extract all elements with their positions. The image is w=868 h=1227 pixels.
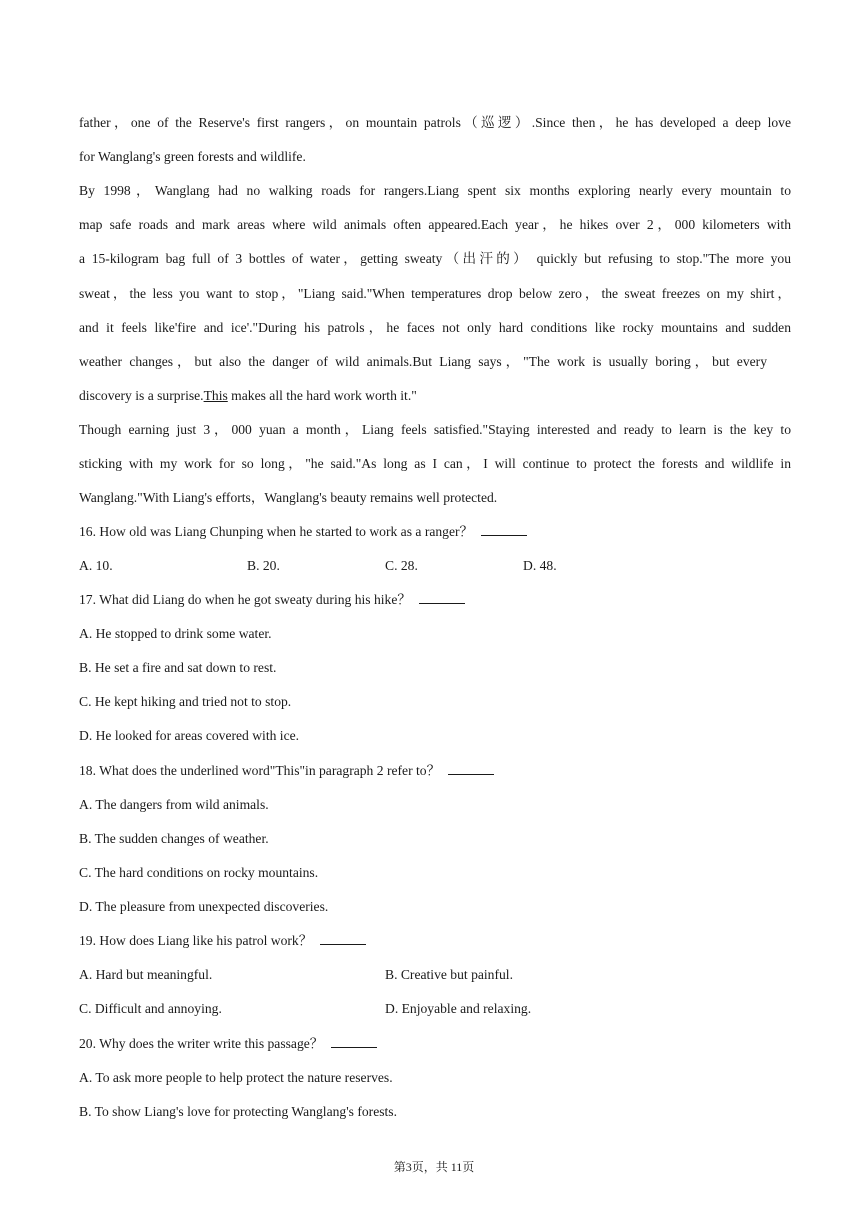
question-stem [79, 522, 791, 542]
option-c[interactable]: C. He kept hiking and tried not to stop. [79, 694, 292, 709]
passage-line: sticking with my work for so long，"he said."As long as I can，I will continue to protect the forests and wildlife in [79, 456, 791, 471]
option-a[interactable]: A. He stopped to drink some water. [79, 626, 272, 641]
option-a[interactable]: A. To ask more people to help protect the nature reserves. [79, 1070, 393, 1085]
option-d[interactable]: D. He looked for areas covered with ice. [79, 728, 300, 743]
question-text: 16. How old was Liang Chunping when he started to work as a ranger？ [79, 524, 474, 539]
option-b[interactable]: B. Creative but painful. [385, 967, 513, 982]
passage-line: father，one of the Reserve's first rangers，on mountain patrols（巡逻）.Since then，he has developed a deep love [79, 115, 791, 130]
question-text: 19. How does Liang like his patrol work？ [79, 933, 313, 948]
page-number: 第3页，共 11页 [393, 1160, 475, 1174]
option-b[interactable]: B. He set a fire and sat down to rest. [79, 660, 277, 675]
answer-blank[interactable] [481, 523, 527, 536]
passage-line: Though earning just 3，000 yuan a month，Liang feels satisfied."Staying interested and ready to learn is the key to [79, 422, 791, 437]
passage-line: By 1998，Wanglang had no walking roads for rangers.Liang spent six months exploring nearly every mountain to [79, 183, 791, 198]
answer-blank[interactable] [331, 1035, 377, 1048]
passage-line: map safe roads and mark areas where wild animals often appeared.Each year，he hikes over 2，000 kilometers with [79, 217, 791, 232]
option-a[interactable]: A. The dangers from wild animals. [79, 797, 269, 812]
option-c[interactable]: C. Difficult and annoying. [79, 1001, 222, 1016]
option-c[interactable]: C. 28. [385, 558, 418, 573]
option-a[interactable]: A. Hard but meaningful. [79, 967, 213, 982]
option-b[interactable]: B. To show Liang's love for protecting Wanglang's forests. [79, 1104, 397, 1119]
passage-line: and it feels like'fire and ice'."During his patrols，he faces not only hard conditions like rocky mountains and sudden [79, 320, 791, 335]
option-b[interactable]: B. The sudden changes of weather. [79, 831, 269, 846]
passage-line: Wanglang."With Liang's efforts，Wanglang's beauty remains well protected. [79, 490, 498, 505]
question-text: 20. Why does the writer write this passage？ [79, 1036, 324, 1051]
option-a[interactable]: A. 10. [79, 558, 113, 573]
question-stem [79, 1034, 791, 1054]
underlined-word: This [203, 388, 228, 403]
option-d[interactable]: D. 48. [523, 558, 557, 573]
passage-line: sweat，the less you want to stop，"Liang said."When temperatures drop below zero，the sweat freezes on my shirt， [79, 286, 791, 301]
answer-blank[interactable] [320, 932, 366, 945]
passage-line: for Wanglang's green forests and wildlife. [79, 149, 306, 164]
question-stem [79, 590, 791, 610]
answer-blank[interactable] [448, 762, 494, 775]
passage-line: weather changes，but also the danger of wild animals.But Liang says，"The work is usually boring，but every [79, 354, 767, 369]
question-text: 17. What did Liang do when he got sweaty during his hike？ [79, 592, 411, 607]
passage-line [79, 386, 791, 406]
option-d[interactable]: D. The pleasure from unexpected discoveries. [79, 899, 329, 914]
question-stem [79, 761, 791, 781]
option-b[interactable]: B. 20. [247, 558, 280, 573]
answer-blank[interactable] [419, 591, 465, 604]
question-text: 18. What does the underlined word"This"in paragraph 2 refer to？ [79, 763, 441, 778]
passage-line: a 15-kilogram bag full of 3 bottles of water，getting sweaty（出汗的） quickly but refusing to stop."The more you [79, 251, 791, 266]
option-c[interactable]: C. The hard conditions on rocky mountains. [79, 865, 319, 880]
passage-text: makes all the hard work worth it." [227, 388, 417, 403]
question-stem [79, 931, 791, 951]
passage-text: discovery is a surprise. [79, 388, 204, 403]
option-d[interactable]: D. Enjoyable and relaxing. [385, 1001, 532, 1016]
